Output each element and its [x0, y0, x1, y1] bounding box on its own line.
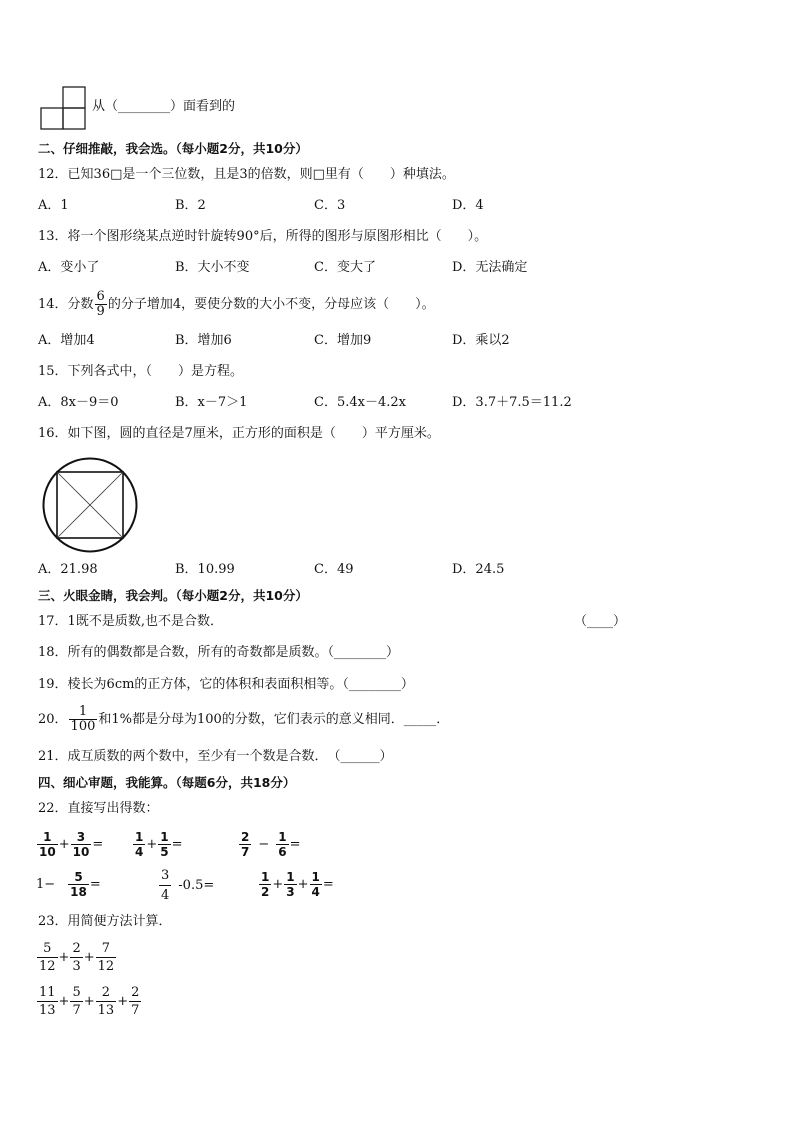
- q16-option-a: A．21.98: [38, 562, 98, 577]
- q16-stem: 16．如下图，圆的直径是7厘米，正方形的面积是（ ）平方厘米。: [38, 426, 440, 441]
- section-4-title: 四、细心审题，我能算。（每题6分，共18分）: [38, 775, 296, 790]
- q20-prefix: 20．: [38, 712, 68, 727]
- q13-option-b: B．大小不变: [175, 260, 250, 275]
- q20-text: [38, 703, 449, 737]
- q15-option-b: B．x－7＞1: [175, 395, 248, 410]
- q17-text: 17．1既不是质数,也不是合数．: [38, 614, 223, 629]
- q14-option-b: B．增加6: [175, 333, 232, 348]
- q14-stem-suffix: 的分子增加4，要使分数的大小不变，分母应该（ ）。: [107, 297, 435, 312]
- q14-fraction-numerator: 6: [96, 289, 105, 304]
- q21-text: 21．成互质数的两个数中，至少有一个数是合数． （______）: [38, 749, 393, 764]
- q20-suffix: 和1%都是分母为100的分数，它们表示的意义相同．_____．: [98, 712, 450, 727]
- q17-answer-blank: （____）: [574, 614, 627, 629]
- q22-expr-6: $\frac{1}{2}$ + $\frac{1}{3}$ + $\frac{1}{4}$ =: [261, 870, 334, 899]
- q14-option-d: D．乘以2: [452, 333, 510, 348]
- q13-option-d: D．无法确定: [452, 260, 528, 275]
- q20-fraction: [69, 705, 98, 734]
- q20-fraction-denominator: 100: [70, 719, 96, 734]
- view-shape-figure: [40, 84, 90, 132]
- q16-option-d: D．24.5: [452, 562, 505, 577]
- q22-stem: 22．直接写出得数：: [38, 801, 159, 816]
- circle-square-figure: [40, 455, 140, 555]
- q13-option-a: A．变小了: [38, 260, 100, 275]
- q14-fraction-denominator: 9: [96, 304, 105, 319]
- q23-expr-1: $\frac{5}{12}$ + $\frac{2}{3}$ + $\frac{7}{12}$: [39, 941, 115, 974]
- q20-fraction-numerator: 1: [69, 705, 98, 720]
- q13-stem: 13．将一个图形绕某点逆时针旋转90°后，所得的图形与原图形相比（ ）。: [38, 229, 488, 244]
- section-3-title: 三、火眼金睛，我会判。（每小题2分，共10分）: [38, 588, 308, 603]
- q23-stem: 23．用简便方法计算．: [38, 914, 172, 929]
- q15-option-a: A．8x－9＝0: [38, 395, 119, 410]
- q14-stem-prefix: 14．分数: [38, 297, 94, 312]
- q22-expr-2: $\frac{1}{4}$ + $\frac{1}{5}$ =: [135, 830, 183, 859]
- q22-expr-4: 1− $\frac{5}{18}$ =: [36, 870, 101, 899]
- q22-expr-5: $\frac{3}{4}$ -0.5=: [161, 868, 215, 903]
- q11-answer-line: 从（________）面看到的: [92, 99, 236, 114]
- q16-option-b: B．10.99: [175, 562, 235, 577]
- q19-text: 19．棱长为6cm的正方体，它的体积和表面积相等。（________）: [38, 677, 414, 692]
- q12-option-a: A．1: [38, 198, 69, 213]
- section-2-title: 二、仔细推敲，我会选。（每小题2分，共10分）: [38, 141, 308, 156]
- q16-option-c: C．49: [314, 562, 354, 577]
- q13-option-c: C．变大了: [314, 260, 376, 275]
- q15-option-d: D．3.7＋7.5＝11.2: [452, 395, 572, 410]
- q23-expr-2: $\frac{11}{13}$ + $\frac{5}{7}$ + $\frac{2}{13}$ + $\frac{2}{7}$: [39, 985, 140, 1018]
- q12-stem: 12．已知36□是一个三位数，且是3的倍数，则□里有（ ）种填法。: [38, 167, 455, 182]
- q12-option-c: C．3: [314, 198, 346, 213]
- q15-stem: 15．下列各式中，（ ）是方程。: [38, 364, 244, 379]
- q14-stem: [38, 289, 435, 321]
- q14-option-a: A．增加4: [38, 333, 95, 348]
- q14-fraction: [95, 290, 107, 319]
- q12-option-d: D．4: [452, 198, 484, 213]
- q18-text: 18．所有的偶数都是合数，所有的奇数都是质数。（________）: [38, 645, 400, 660]
- q12-option-b: B．2: [175, 198, 206, 213]
- q22-expr-3: $\frac{2}{7}$ − $\frac{1}{6}$ =: [241, 830, 301, 859]
- q22-expr-1: $\frac{1}{10}$ + $\frac{3}{10}$ =: [39, 830, 104, 859]
- q15-option-c: C．5.4x－4.2x: [314, 395, 406, 410]
- q14-option-c: C．增加9: [314, 333, 372, 348]
